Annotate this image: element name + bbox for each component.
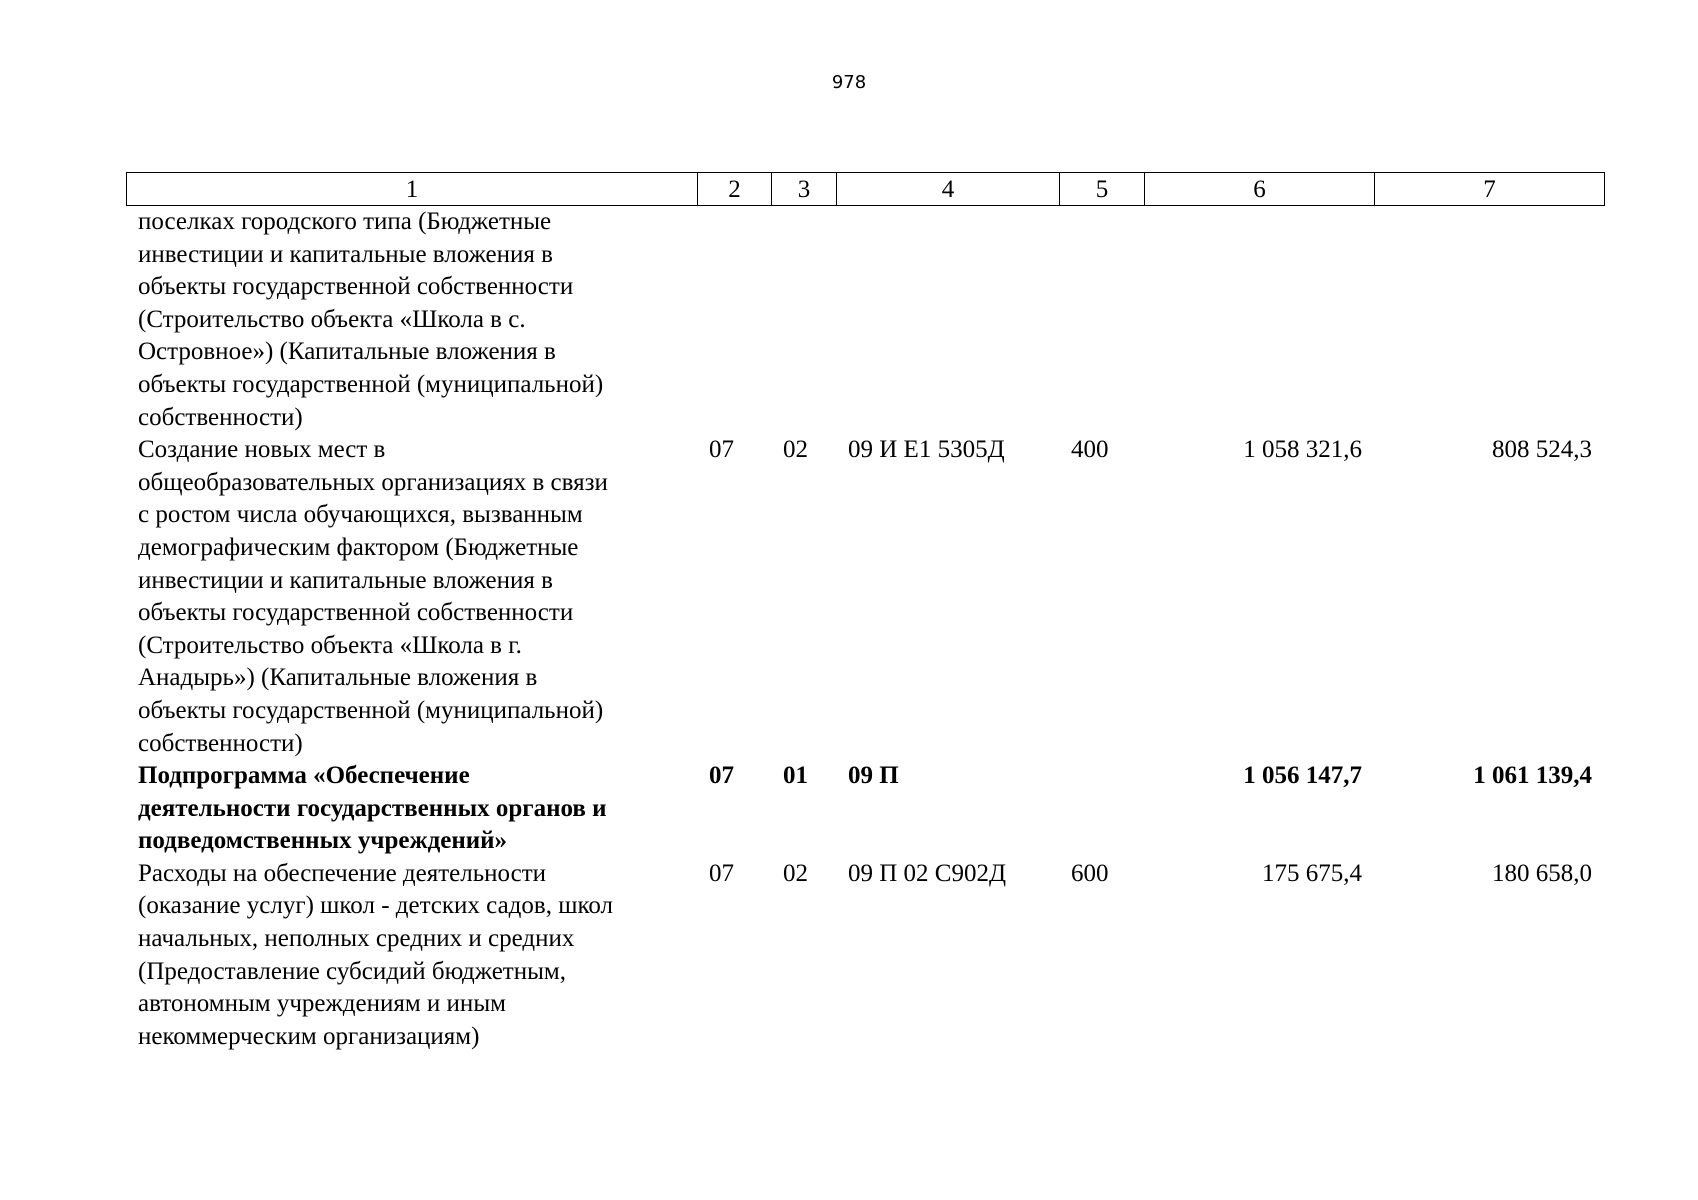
description-line: Создание новых мест в xyxy=(138,436,386,464)
column-number-2: 2 xyxy=(698,173,772,206)
expense-type-code: 400 xyxy=(1071,436,1109,464)
target-item-code: 09 П xyxy=(848,762,899,790)
amount-column-6: 1 056 147,7 xyxy=(1243,762,1362,790)
amount-column-6: 1 058 321,6 xyxy=(1243,436,1362,464)
row-description xyxy=(126,206,697,434)
description-line: поселках городского типа (Бюджетные xyxy=(138,208,552,235)
column-number-6: 6 xyxy=(1145,173,1375,206)
amount-column-7: 1 061 139,4 xyxy=(1473,762,1592,790)
table-row-subprogram xyxy=(126,760,1604,858)
table-row xyxy=(126,434,1604,760)
description-line: объекты государственной собственности xyxy=(138,273,574,301)
subsection-code: 02 xyxy=(783,859,808,887)
row-description xyxy=(126,434,697,760)
description-line: с ростом числа обучающихся, вызванным xyxy=(138,501,583,529)
description-line: объекты государственной собственности xyxy=(138,599,574,627)
header-row xyxy=(127,173,1605,206)
description-line: некоммерческим организациям) xyxy=(138,1022,480,1050)
description-line: объекты государственной (муниципальной) xyxy=(138,696,604,724)
description-line: Подпрограмма «Обеспечение xyxy=(138,762,470,790)
description-line: собственности) xyxy=(138,729,303,757)
description-line: подведомственных учреждений» xyxy=(138,827,508,855)
description-line: (оказание услуг) школ - детских садов, школ xyxy=(138,892,613,920)
description-line: объекты государственной (муниципальной) xyxy=(138,370,604,398)
table-row xyxy=(126,206,1604,434)
description-line: Расходы на обеспечение деятельности xyxy=(138,859,547,887)
column-number-header xyxy=(126,172,1605,206)
section-code: 07 xyxy=(709,859,734,887)
section-code: 07 xyxy=(709,762,734,790)
description-line: Анадырь») (Капитальные вложения в xyxy=(138,664,538,692)
page-number: 978 xyxy=(831,72,867,93)
description-line: собственности) xyxy=(138,403,303,431)
column-number-4: 4 xyxy=(837,173,1060,206)
amount-column-6: 175 675,4 xyxy=(1262,859,1362,887)
subsection-code: 02 xyxy=(783,436,808,464)
description-line: общеобразовательных организациях в связи xyxy=(138,468,608,496)
row-description xyxy=(126,858,697,1054)
column-number-3: 3 xyxy=(772,173,837,206)
description-line: инвестиции и капитальные вложения в xyxy=(138,240,553,268)
description-line: демографическим фактором (Бюджетные xyxy=(138,533,579,561)
target-item-code: 09 И Е1 5305Д xyxy=(848,436,1005,464)
section-code: 07 xyxy=(709,436,734,464)
row-description xyxy=(126,760,697,858)
description-line: (Строительство объекта «Школа в с. xyxy=(138,305,526,333)
expense-type-code: 600 xyxy=(1071,859,1109,887)
description-line: Островное») (Капитальные вложения в xyxy=(138,338,556,366)
description-line: (Строительство объекта «Школа в г. xyxy=(138,631,522,659)
subsection-code: 01 xyxy=(783,762,808,790)
amount-column-7: 180 658,0 xyxy=(1492,859,1592,887)
table-body xyxy=(126,206,1604,1053)
column-number-7: 7 xyxy=(1375,173,1605,206)
description-line: (Предоставление субсидий бюджетным, xyxy=(138,957,566,985)
table-row xyxy=(126,858,1604,1054)
target-item-code: 09 П 02 С902Д xyxy=(848,859,1007,887)
column-number-1: 1 xyxy=(127,173,698,206)
description-line: автономным учреждениям и иным xyxy=(138,990,506,1018)
description-line: инвестиции и капитальные вложения в xyxy=(138,566,553,594)
column-number-5: 5 xyxy=(1060,173,1145,206)
description-line: начальных, неполных средних и средних xyxy=(138,925,575,953)
amount-column-7: 808 524,3 xyxy=(1492,436,1592,464)
description-line: деятельности государственных органов и xyxy=(138,794,607,822)
